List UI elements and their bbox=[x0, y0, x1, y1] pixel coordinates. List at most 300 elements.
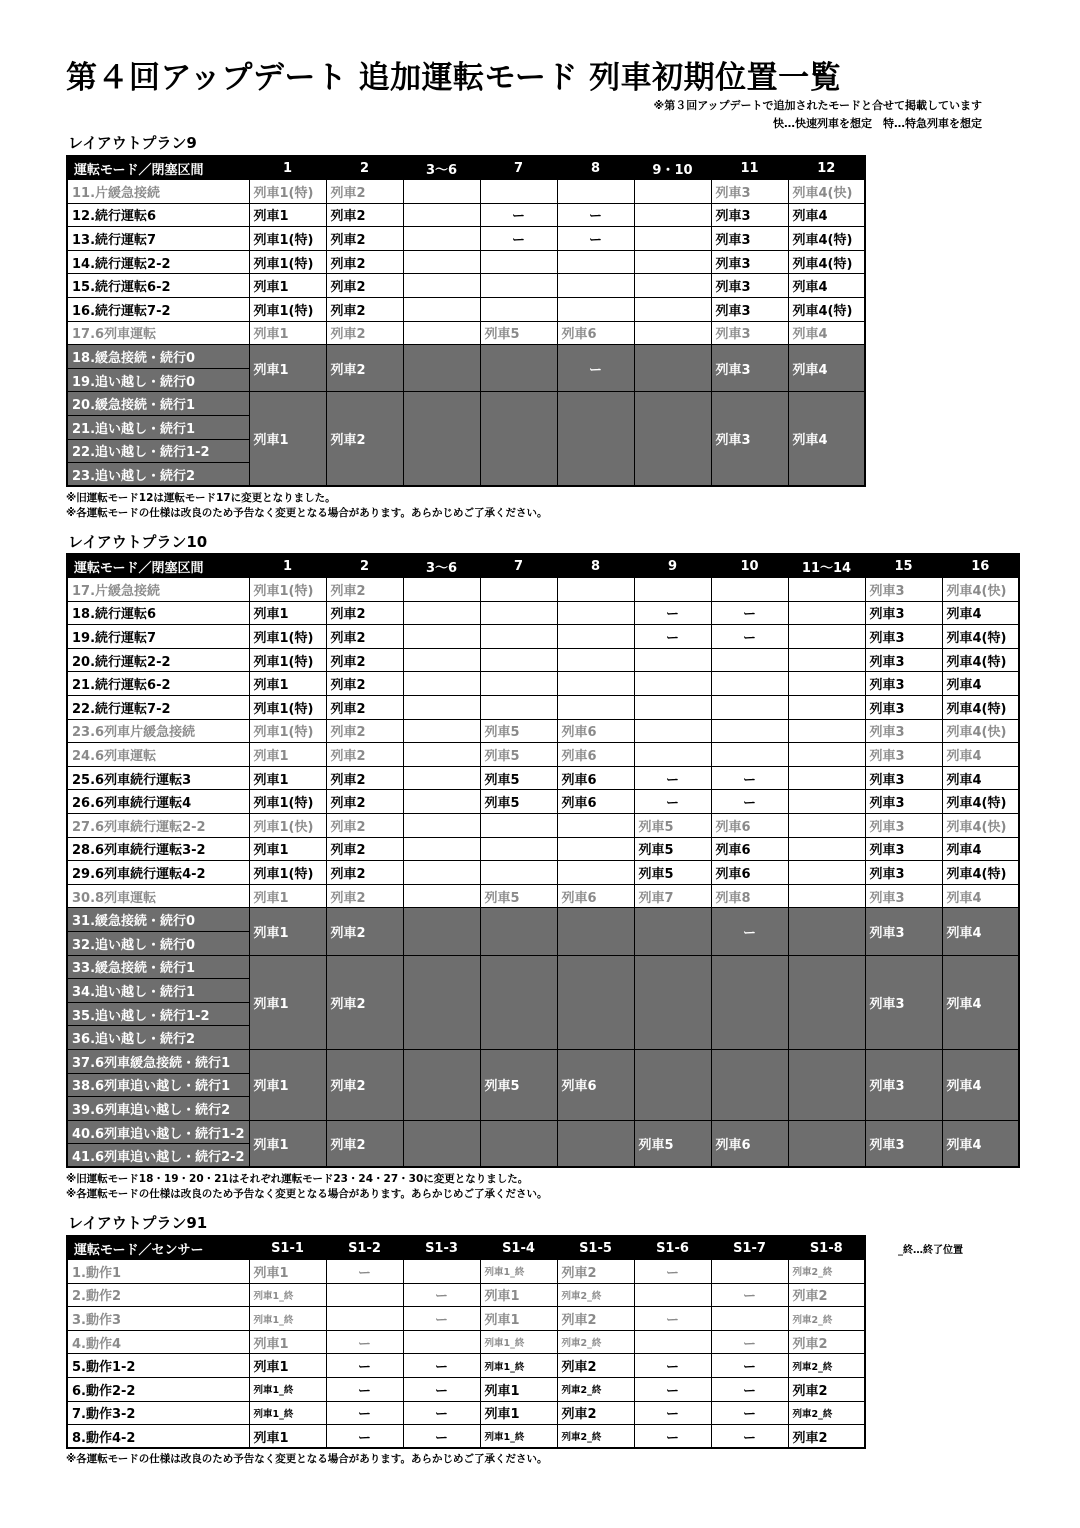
position-cell: 列車2 bbox=[557, 1354, 634, 1378]
position-cell: ー bbox=[711, 1283, 788, 1307]
group-position-cell bbox=[403, 1120, 480, 1167]
mode-name-cell: 18.緩急接続・続行0 bbox=[67, 345, 249, 369]
end-position-note: _終…終了位置 bbox=[898, 1245, 963, 1256]
group-position-cell bbox=[403, 1049, 480, 1120]
position-cell bbox=[634, 1330, 711, 1354]
position-cell bbox=[403, 648, 480, 672]
header-column: 8 bbox=[557, 554, 634, 578]
position-cell: 列車5 bbox=[634, 861, 711, 885]
mode-name-cell: 39.6列車追い越し・続行2 bbox=[67, 1097, 249, 1121]
table-row bbox=[67, 1425, 865, 1449]
position-cell: 列車1 bbox=[249, 837, 326, 861]
plan9-footnote-2: ※各運転モードの仕様は改良のため予告なく変更となる場合があります。あらかじめご了承ください。 bbox=[66, 507, 548, 519]
table-row bbox=[67, 250, 865, 274]
group-position-cell bbox=[788, 955, 865, 1049]
position-cell bbox=[788, 814, 865, 838]
position-cell bbox=[480, 601, 557, 625]
position-cell bbox=[403, 274, 480, 298]
position-cell: 列車2 bbox=[788, 1425, 865, 1449]
position-cell: 列車1(特) bbox=[249, 298, 326, 322]
mode-name-cell: 34.追い越し・続行1 bbox=[67, 979, 249, 1003]
position-cell bbox=[480, 250, 557, 274]
mode-name-cell: 24.6列車運転 bbox=[67, 743, 249, 767]
position-cell: 列車2 bbox=[326, 227, 403, 251]
mode-name-cell: 20.緩急接続・続行1 bbox=[67, 392, 249, 416]
table-row bbox=[67, 1354, 865, 1378]
position-cell: 列車6 bbox=[557, 766, 634, 790]
position-cell: 列車2 bbox=[326, 601, 403, 625]
position-cell: 列車4 bbox=[942, 672, 1019, 696]
top-note-1: ※第３回アップデートで追加されたモードと合せて掲載しています bbox=[653, 99, 982, 112]
mode-name-cell: 23.6列車片緩急接続 bbox=[67, 719, 249, 743]
position-cell bbox=[788, 578, 865, 602]
position-cell bbox=[788, 884, 865, 908]
group-row bbox=[67, 1120, 1019, 1144]
position-cell: ー bbox=[557, 227, 634, 251]
position-cell: 列車6 bbox=[711, 861, 788, 885]
position-cell bbox=[480, 274, 557, 298]
position-cell bbox=[403, 180, 480, 204]
position-cell: ー bbox=[326, 1378, 403, 1402]
position-cell: ー bbox=[480, 203, 557, 227]
position-cell bbox=[557, 601, 634, 625]
position-cell: 列車1 bbox=[249, 884, 326, 908]
position-cell: 列車4(特) bbox=[942, 625, 1019, 649]
position-cell bbox=[480, 814, 557, 838]
position-cell bbox=[557, 861, 634, 885]
position-cell bbox=[711, 719, 788, 743]
header-row bbox=[67, 554, 1019, 578]
position-cell: 列車2_終 bbox=[557, 1378, 634, 1402]
position-cell: 列車2 bbox=[326, 696, 403, 720]
header-column: 12 bbox=[788, 156, 865, 180]
position-cell: 列車2_終 bbox=[788, 1307, 865, 1331]
header-column: 3〜6 bbox=[403, 554, 480, 578]
position-cell bbox=[403, 814, 480, 838]
position-cell: 列車1 bbox=[480, 1378, 557, 1402]
position-cell: 列車2 bbox=[326, 814, 403, 838]
position-cell: 列車6 bbox=[557, 719, 634, 743]
mode-name-cell: 41.6列車追い越し・続行2-2 bbox=[67, 1144, 249, 1168]
position-cell bbox=[711, 1307, 788, 1331]
position-cell: 列車1_終 bbox=[480, 1260, 557, 1284]
position-cell: 列車4(特) bbox=[788, 227, 865, 251]
position-cell bbox=[403, 837, 480, 861]
group-position-cell bbox=[480, 392, 557, 486]
position-cell bbox=[788, 672, 865, 696]
header-mode-column: 運転モード／閉塞区間 bbox=[67, 554, 249, 578]
position-cell: 列車3 bbox=[865, 884, 942, 908]
table-row bbox=[67, 298, 865, 322]
position-cell: ー bbox=[557, 203, 634, 227]
header-column: S1-3 bbox=[403, 1236, 480, 1260]
position-cell: 列車2 bbox=[326, 625, 403, 649]
position-cell: 列車2_終 bbox=[557, 1330, 634, 1354]
position-cell bbox=[480, 625, 557, 649]
group-row bbox=[67, 392, 865, 416]
position-cell: 列車2_終 bbox=[557, 1425, 634, 1449]
table-row bbox=[67, 837, 1019, 861]
position-cell: 列車1(特) bbox=[249, 180, 326, 204]
position-cell: ー bbox=[711, 1354, 788, 1378]
position-cell bbox=[788, 790, 865, 814]
plan9-footnote-1: ※旧運転モード12は運転モード17に変更となりました。 bbox=[66, 492, 336, 504]
position-cell: 列車4(快) bbox=[942, 814, 1019, 838]
table-row bbox=[67, 1378, 865, 1402]
position-cell bbox=[480, 672, 557, 696]
table-row bbox=[67, 274, 865, 298]
position-cell bbox=[403, 298, 480, 322]
position-cell bbox=[403, 250, 480, 274]
header-row bbox=[67, 1236, 865, 1260]
mode-name-cell: 36.追い越し・続行2 bbox=[67, 1026, 249, 1050]
position-cell bbox=[634, 298, 711, 322]
position-cell: 列車6 bbox=[557, 743, 634, 767]
table-row bbox=[67, 790, 1019, 814]
group-position-cell bbox=[634, 345, 711, 392]
group-position-cell bbox=[480, 955, 557, 1049]
header-column: S1-4 bbox=[480, 1236, 557, 1260]
position-cell: 列車1(特) bbox=[249, 625, 326, 649]
position-cell: ー bbox=[403, 1354, 480, 1378]
position-cell bbox=[557, 274, 634, 298]
position-cell: 列車3 bbox=[865, 766, 942, 790]
position-cell bbox=[557, 648, 634, 672]
mode-name-cell: 33.緩急接続・続行1 bbox=[67, 955, 249, 979]
position-cell bbox=[634, 1283, 711, 1307]
header-column: 7 bbox=[480, 156, 557, 180]
position-cell bbox=[711, 578, 788, 602]
group-position-cell bbox=[788, 1049, 865, 1120]
plan10-table bbox=[66, 553, 1020, 1168]
position-cell: ー bbox=[403, 1283, 480, 1307]
group-position-cell: 列車1 bbox=[249, 392, 326, 486]
position-cell bbox=[634, 743, 711, 767]
position-cell: 列車4 bbox=[942, 743, 1019, 767]
group-position-cell bbox=[634, 908, 711, 955]
group-position-cell: 列車3 bbox=[865, 1049, 942, 1120]
position-cell: 列車1_終 bbox=[249, 1378, 326, 1402]
position-cell: 列車2 bbox=[326, 298, 403, 322]
position-cell: 列車5 bbox=[480, 743, 557, 767]
position-cell bbox=[788, 696, 865, 720]
position-cell: ー bbox=[634, 625, 711, 649]
mode-name-cell: 26.6列車続行運転4 bbox=[67, 790, 249, 814]
position-cell: 列車7 bbox=[634, 884, 711, 908]
position-cell: ー bbox=[711, 790, 788, 814]
mode-name-cell: 40.6列車追い越し・続行1-2 bbox=[67, 1120, 249, 1144]
position-cell: ー bbox=[634, 1378, 711, 1402]
group-position-cell bbox=[403, 392, 480, 486]
table-row bbox=[67, 648, 1019, 672]
group-position-cell bbox=[711, 955, 788, 1049]
mode-name-cell: 5.動作1-2 bbox=[67, 1354, 249, 1378]
position-cell: 列車1(快) bbox=[249, 814, 326, 838]
group-position-cell: 列車2 bbox=[326, 1049, 403, 1120]
table-row bbox=[67, 180, 865, 204]
header-column: 11〜14 bbox=[788, 554, 865, 578]
group-position-cell bbox=[788, 1120, 865, 1167]
position-cell: 列車2 bbox=[326, 203, 403, 227]
position-cell: 列車5 bbox=[634, 837, 711, 861]
mode-name-cell: 1.動作1 bbox=[67, 1260, 249, 1284]
position-cell bbox=[634, 578, 711, 602]
mode-name-cell: 25.6列車続行運転3 bbox=[67, 766, 249, 790]
table-row bbox=[67, 578, 1019, 602]
position-cell: 列車5 bbox=[480, 884, 557, 908]
mode-name-cell: 7.動作3-2 bbox=[67, 1401, 249, 1425]
group-position-cell: 列車2 bbox=[326, 1120, 403, 1167]
position-cell: ー bbox=[403, 1378, 480, 1402]
mode-name-cell: 31.緩急接続・続行0 bbox=[67, 908, 249, 932]
table-row bbox=[67, 672, 1019, 696]
table-row bbox=[67, 884, 1019, 908]
position-cell bbox=[711, 743, 788, 767]
position-cell: ー bbox=[634, 1401, 711, 1425]
position-cell: 列車1(特) bbox=[249, 696, 326, 720]
group-position-cell bbox=[634, 955, 711, 1049]
position-cell: 列車2 bbox=[326, 837, 403, 861]
header-column: S1-2 bbox=[326, 1236, 403, 1260]
position-cell: 列車2 bbox=[326, 274, 403, 298]
position-cell: 列車8 bbox=[711, 884, 788, 908]
group-position-cell: 列車4 bbox=[942, 1120, 1019, 1167]
position-cell bbox=[403, 578, 480, 602]
plan10-title: レイアウトプラン10 bbox=[68, 533, 208, 551]
position-cell: 列車3 bbox=[711, 274, 788, 298]
position-cell: 列車1 bbox=[249, 1260, 326, 1284]
position-cell: ー bbox=[634, 1425, 711, 1449]
position-cell: 列車1_終 bbox=[480, 1354, 557, 1378]
position-cell: 列車4(特) bbox=[788, 250, 865, 274]
position-cell: 列車3 bbox=[865, 743, 942, 767]
position-cell: 列車2 bbox=[788, 1330, 865, 1354]
header-column: S1-7 bbox=[711, 1236, 788, 1260]
position-cell: 列車3 bbox=[865, 648, 942, 672]
position-cell: ー bbox=[634, 790, 711, 814]
position-cell bbox=[634, 648, 711, 672]
header-mode-column: 運転モード／閉塞区間 bbox=[67, 156, 249, 180]
group-position-cell bbox=[788, 908, 865, 955]
plan9-title: レイアウトプラン9 bbox=[68, 134, 197, 152]
position-cell: 列車1 bbox=[249, 766, 326, 790]
position-cell: 列車2 bbox=[557, 1401, 634, 1425]
position-cell: 列車1 bbox=[249, 743, 326, 767]
position-cell: 列車4(特) bbox=[942, 648, 1019, 672]
group-position-cell: 列車2 bbox=[326, 955, 403, 1049]
position-cell: ー bbox=[403, 1401, 480, 1425]
position-cell: 列車4(快) bbox=[942, 578, 1019, 602]
header-column: 8 bbox=[557, 156, 634, 180]
mode-name-cell: 16.続行運転7-2 bbox=[67, 298, 249, 322]
header-column: S1-6 bbox=[634, 1236, 711, 1260]
mode-name-cell: 30.8列車運転 bbox=[67, 884, 249, 908]
position-cell: ー bbox=[326, 1260, 403, 1284]
position-cell: 列車4 bbox=[788, 274, 865, 298]
position-cell: 列車6 bbox=[557, 790, 634, 814]
group-position-cell bbox=[711, 1049, 788, 1120]
mode-name-cell: 6.動作2-2 bbox=[67, 1378, 249, 1402]
header-column: 1 bbox=[249, 156, 326, 180]
mode-name-cell: 19.続行運転7 bbox=[67, 625, 249, 649]
position-cell: 列車1(特) bbox=[249, 227, 326, 251]
position-cell: 列車2 bbox=[326, 861, 403, 885]
group-position-cell bbox=[480, 908, 557, 955]
group-position-cell: 列車1 bbox=[249, 1049, 326, 1120]
position-cell: 列車3 bbox=[865, 578, 942, 602]
table-row bbox=[67, 625, 1019, 649]
position-cell bbox=[403, 719, 480, 743]
position-cell: 列車2_終 bbox=[788, 1401, 865, 1425]
position-cell: 列車1(特) bbox=[249, 648, 326, 672]
table-row bbox=[67, 1283, 865, 1307]
table-row bbox=[67, 766, 1019, 790]
position-cell: 列車3 bbox=[865, 837, 942, 861]
header-column: 1 bbox=[249, 554, 326, 578]
position-cell: 列車2 bbox=[326, 250, 403, 274]
position-cell: 列車1_終 bbox=[480, 1425, 557, 1449]
position-cell: 列車2 bbox=[326, 578, 403, 602]
group-position-cell: 列車1 bbox=[249, 955, 326, 1049]
position-cell: 列車5 bbox=[480, 790, 557, 814]
group-position-cell: 列車2 bbox=[326, 345, 403, 392]
plan9-table bbox=[66, 155, 866, 487]
position-cell: 列車5 bbox=[480, 766, 557, 790]
position-cell: ー bbox=[711, 766, 788, 790]
position-cell bbox=[480, 648, 557, 672]
plan91-table bbox=[66, 1235, 866, 1449]
mode-name-cell: 37.6列車緩急接続・続行1 bbox=[67, 1049, 249, 1073]
position-cell: 列車4 bbox=[942, 837, 1019, 861]
position-cell: 列車4(特) bbox=[942, 861, 1019, 885]
position-cell: ー bbox=[634, 1260, 711, 1284]
position-cell bbox=[403, 743, 480, 767]
mode-name-cell: 17.片緩急接続 bbox=[67, 578, 249, 602]
position-cell: 列車6 bbox=[557, 884, 634, 908]
position-cell bbox=[711, 696, 788, 720]
position-cell: 列車4(特) bbox=[942, 696, 1019, 720]
group-position-cell bbox=[480, 345, 557, 392]
group-row bbox=[67, 345, 865, 369]
mode-name-cell: 20.続行運転2-2 bbox=[67, 648, 249, 672]
position-cell: 列車2 bbox=[326, 672, 403, 696]
position-cell: 列車1(特) bbox=[249, 250, 326, 274]
position-cell bbox=[403, 1260, 480, 1284]
mode-name-cell: 11.片緩急接続 bbox=[67, 180, 249, 204]
position-cell bbox=[403, 601, 480, 625]
position-cell: ー bbox=[326, 1401, 403, 1425]
mode-name-cell: 27.6列車続行運転2-2 bbox=[67, 814, 249, 838]
position-cell: 列車2 bbox=[326, 884, 403, 908]
position-cell bbox=[634, 696, 711, 720]
position-cell: 列車2 bbox=[326, 321, 403, 345]
group-position-cell: 列車2 bbox=[326, 392, 403, 486]
group-position-cell: 列車3 bbox=[711, 345, 788, 392]
position-cell: 列車3 bbox=[865, 601, 942, 625]
position-cell: 列車1 bbox=[249, 274, 326, 298]
group-position-cell bbox=[403, 955, 480, 1049]
position-cell bbox=[788, 601, 865, 625]
position-cell: ー bbox=[634, 601, 711, 625]
position-cell: 列車4(快) bbox=[942, 719, 1019, 743]
table-row bbox=[67, 743, 1019, 767]
position-cell bbox=[634, 321, 711, 345]
position-cell: 列車2 bbox=[326, 743, 403, 767]
group-position-cell bbox=[557, 908, 634, 955]
position-cell bbox=[788, 648, 865, 672]
position-cell: 列車6 bbox=[711, 837, 788, 861]
position-cell: 列車2 bbox=[326, 648, 403, 672]
mode-name-cell: 38.6列車追い越し・続行1 bbox=[67, 1073, 249, 1097]
group-position-cell: ー bbox=[711, 908, 788, 955]
position-cell bbox=[634, 719, 711, 743]
position-cell: 列車4 bbox=[942, 884, 1019, 908]
table-row bbox=[67, 601, 1019, 625]
header-column: S1-8 bbox=[788, 1236, 865, 1260]
header-column: 9・10 bbox=[634, 156, 711, 180]
position-cell: 列車4(快) bbox=[788, 180, 865, 204]
header-column: 3〜6 bbox=[403, 156, 480, 180]
mode-name-cell: 19.追い越し・続行0 bbox=[67, 368, 249, 392]
position-cell: 列車6 bbox=[557, 321, 634, 345]
position-cell: ー bbox=[711, 1425, 788, 1449]
group-position-cell: ー bbox=[557, 345, 634, 392]
table-row bbox=[67, 321, 865, 345]
position-cell bbox=[480, 298, 557, 322]
mode-name-cell: 3.動作3 bbox=[67, 1307, 249, 1331]
position-cell: 列車1 bbox=[249, 321, 326, 345]
position-cell: 列車1 bbox=[480, 1283, 557, 1307]
position-cell: 列車3 bbox=[711, 298, 788, 322]
position-cell: ー bbox=[326, 1330, 403, 1354]
position-cell bbox=[788, 719, 865, 743]
group-position-cell: 列車3 bbox=[865, 955, 942, 1049]
position-cell bbox=[788, 861, 865, 885]
position-cell: ー bbox=[711, 625, 788, 649]
plan10-footnote-1: ※旧運転モード18・19・20・21はそれぞれ運転モード23・24・27・30に変更となりました。 bbox=[66, 1173, 529, 1185]
position-cell: 列車1_終 bbox=[480, 1330, 557, 1354]
position-cell bbox=[557, 250, 634, 274]
header-column: S1-1 bbox=[249, 1236, 326, 1260]
position-cell bbox=[403, 861, 480, 885]
header-column: 15 bbox=[865, 554, 942, 578]
group-row bbox=[67, 955, 1019, 979]
position-cell bbox=[557, 298, 634, 322]
position-cell: 列車1 bbox=[249, 1330, 326, 1354]
position-cell: 列車2 bbox=[557, 1260, 634, 1284]
position-cell: 列車1_終 bbox=[249, 1401, 326, 1425]
position-cell: ー bbox=[326, 1354, 403, 1378]
mode-name-cell: 13.続行運転7 bbox=[67, 227, 249, 251]
position-cell bbox=[403, 203, 480, 227]
position-cell bbox=[711, 1260, 788, 1284]
position-cell: 列車1 bbox=[480, 1307, 557, 1331]
position-cell: 列車4(特) bbox=[942, 790, 1019, 814]
table-row bbox=[67, 1260, 865, 1284]
group-position-cell: 列車6 bbox=[557, 1049, 634, 1120]
position-cell bbox=[634, 180, 711, 204]
position-cell: 列車3 bbox=[865, 790, 942, 814]
group-position-cell bbox=[557, 392, 634, 486]
mode-name-cell: 21.追い越し・続行1 bbox=[67, 416, 249, 440]
position-cell bbox=[788, 766, 865, 790]
header-column: S1-5 bbox=[557, 1236, 634, 1260]
group-position-cell: 列車4 bbox=[788, 345, 865, 392]
mode-name-cell: 28.6列車続行運転3-2 bbox=[67, 837, 249, 861]
group-position-cell: 列車5 bbox=[480, 1049, 557, 1120]
mode-name-cell: 23.追い越し・続行2 bbox=[67, 463, 249, 487]
position-cell bbox=[480, 837, 557, 861]
